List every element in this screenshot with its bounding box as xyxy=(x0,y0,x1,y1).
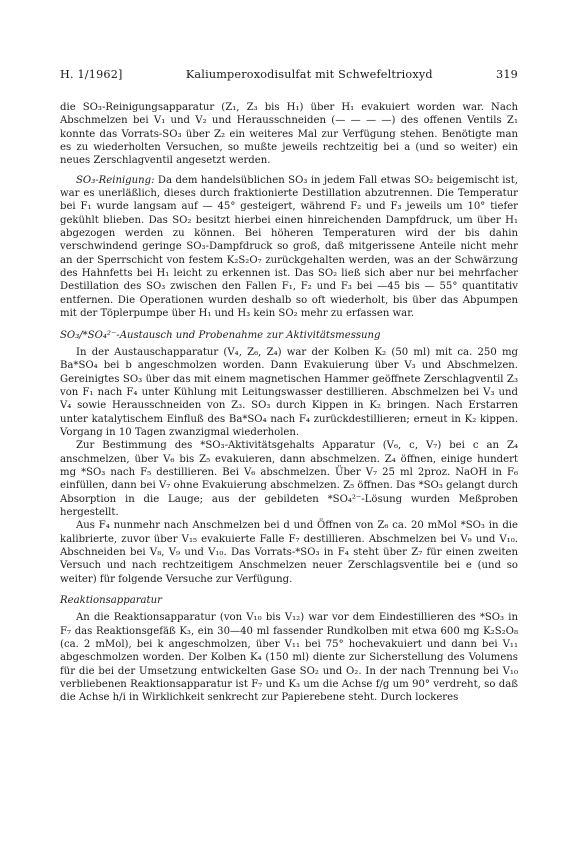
running-header xyxy=(60,68,518,81)
paragraph-so3-reinigung xyxy=(60,174,518,321)
paragraph-2-text: Da dem handelsüblichen SO₃ in jedem Fall etwas SO₂ beigemischt ist, war es unerläßlich, dieses durch fraktionierte Destillation abzutrennen. Die Temperatur bei F₁ wurde langsam auf — 45° gesteigert, während F₂ und F₃ jeweils um 10° tiefer gekühlt blieben. Das SO₂ besitzt hierbei einen hinreichenden Dampfdruck, um über H₁ abgezogen werden zu können. Bei höheren Temperaturen wird der bis dahin verschwindend geringe SO₃-Dampfdruck so groß, daß mitgerissene Anteile nicht mehr an der Sperrschicht von festem K₂S₂O₇ zurückgehalten werden, was an der Schwärzung des Hahnfetts bei H₁ leicht zu erkennen ist. Das SO₂ ließ sich aber nur bei mehrfacher Destillation des SO₃ zwischen den Fallen F₁, F₂ und F₃ bei —45 bis — 55° quantitativ entfernen. Die Operationen wurden deshalb so oft wiederholt, bis über das Abpumpen mit der Töplerpumpe über H₁ und H₃ kein SO₂ mehr zu erfassen war. xyxy=(60,174,518,320)
paragraph-5: Aus F₄ nunmehr nach Anschmelzen bei d und Öffnen von Z₆ ca. 20 mMol *SO₃ in die kalibrierte, zuvor über V₁₅ evakuierte Falle F₇ destillieren. Abschmelzen bei V₉ und V₁₀. Abschneiden bei V₈, V₉ und V₁₀. Das Vorrats-*SO₃ in F₄ steht über Z₇ für einen zweiten Versuch und nach rechtzeitigem Anschmelzen neuer Zerschlagsventile bei e (und so weiter) für folgende Versuche zur Verfügung. xyxy=(60,520,518,585)
section-title-reaktionsapparatur: Reaktionsapparatur xyxy=(60,595,162,607)
paragraph-1: die SO₃-Reinigungsapparatur (Z₁, Z₃ bis H₁) über H₁ evakuiert worden war. Nach Abschmelzen bei V₁ und V₂ und Herausschneiden (— — — —) des offenen Ventils Z₁ konnte das Vorrats-SO₃ über Z₂ ein weiteres Mal zur Verfügung stehen. Benötigte man es zu wiederholten Versuchen, so mußte jeweils rechtzeitig bei a (und so weiter) ein neues Zerschlagventil angesetzt werden. xyxy=(60,102,518,167)
running-title: Kaliumperoxodisulfat mit Schwefeltrioxyd xyxy=(185,68,433,81)
paragraph-4: Zur Bestimmung des *SO₃-Aktivitätsgehalts Apparatur (V₆, c, V₇) bei c an Z₄ anschmelzen, über V₆ bis Z₅ evakuieren, dann abschmelzen. Z₄ öffnen, einige hundert mg *SO₃ nach F₅ destillieren. Bei V₆ abschmelzen. Über V₇ 25 ml 2proz. NaOH in F₆ einfüllen, dann bei V₇ ohne Evakuierung abschmelzen. Z₅ öffnen. Das *SO₃ gelangt durch Absorption in die Lauge; aus der gebildeten *SO₄²⁻-Lösung wurden Meßproben hergestellt. xyxy=(60,440,518,518)
section-title-austausch: SO₃/*SO₄²⁻-Austausch und Probenahme zur Aktivitätsmessung xyxy=(60,329,381,341)
paragraph-3: In der Austauschapparatur (V₄, Z₆, Z₄) war der Kolben K₂ (50 ml) mit ca. 250 mg Ba*SO₄ bei b angeschmolzen worden. Dann Evakuierung über V₃ und Abschmelzen. Gereinigtes SO₃ über das mit einem magnetischen Hammer geöffnete Zerschlagventil Z₃ von F₁ nach F₄ unter Kühlung mit Leitungswasser destillieren. Abschmelzen bei V₃ und V₄ sowie Herausschneiden von Z₃. SO₃ durch Kippen in K₂ bringen. Nach Erstarren unter katalytischem Einfluß des Ba*SO₄ nach F₄ zurückdestillieren; erneut in K₂ kippen. Vorgang in 10 Tagen zwanzigmal wiederholen. xyxy=(60,346,518,438)
page-number: 319 xyxy=(496,68,518,81)
paragraph-6: An die Reaktionsapparatur (von V₁₀ bis V₁₂) war vor dem Eindestillieren des *SO₃ in F₇ das Reaktionsgefäß K₃, ein 30—40 ml fassender Rundkolben mit etwa 600 mg K₂S₂O₈ (ca. 2 mMol), bei k angeschmolzen, über V₁₁ bei 75° hochevakuiert und dann bei V₁₁ abgeschmolzen worden. Der Kolben K₄ (150 ml) diente zur Sicherstellung des Volumens für die bei der Umsetzung entwickelten Gase SO₂ und O₂. In der nach Trennung bei V₁₀ verbliebenen Reaktionsapparatur ist F₇ und K₃ um die Achse f/g um 90° verdreht, so daß die Achse h/i in Wirklichkeit senkrecht zur Papierebene steht. Durch lockeres xyxy=(60,612,518,704)
paragraph-label: SO₃-Reinigung: xyxy=(76,174,155,186)
journal-volume: H. 1/1962] xyxy=(60,68,123,81)
